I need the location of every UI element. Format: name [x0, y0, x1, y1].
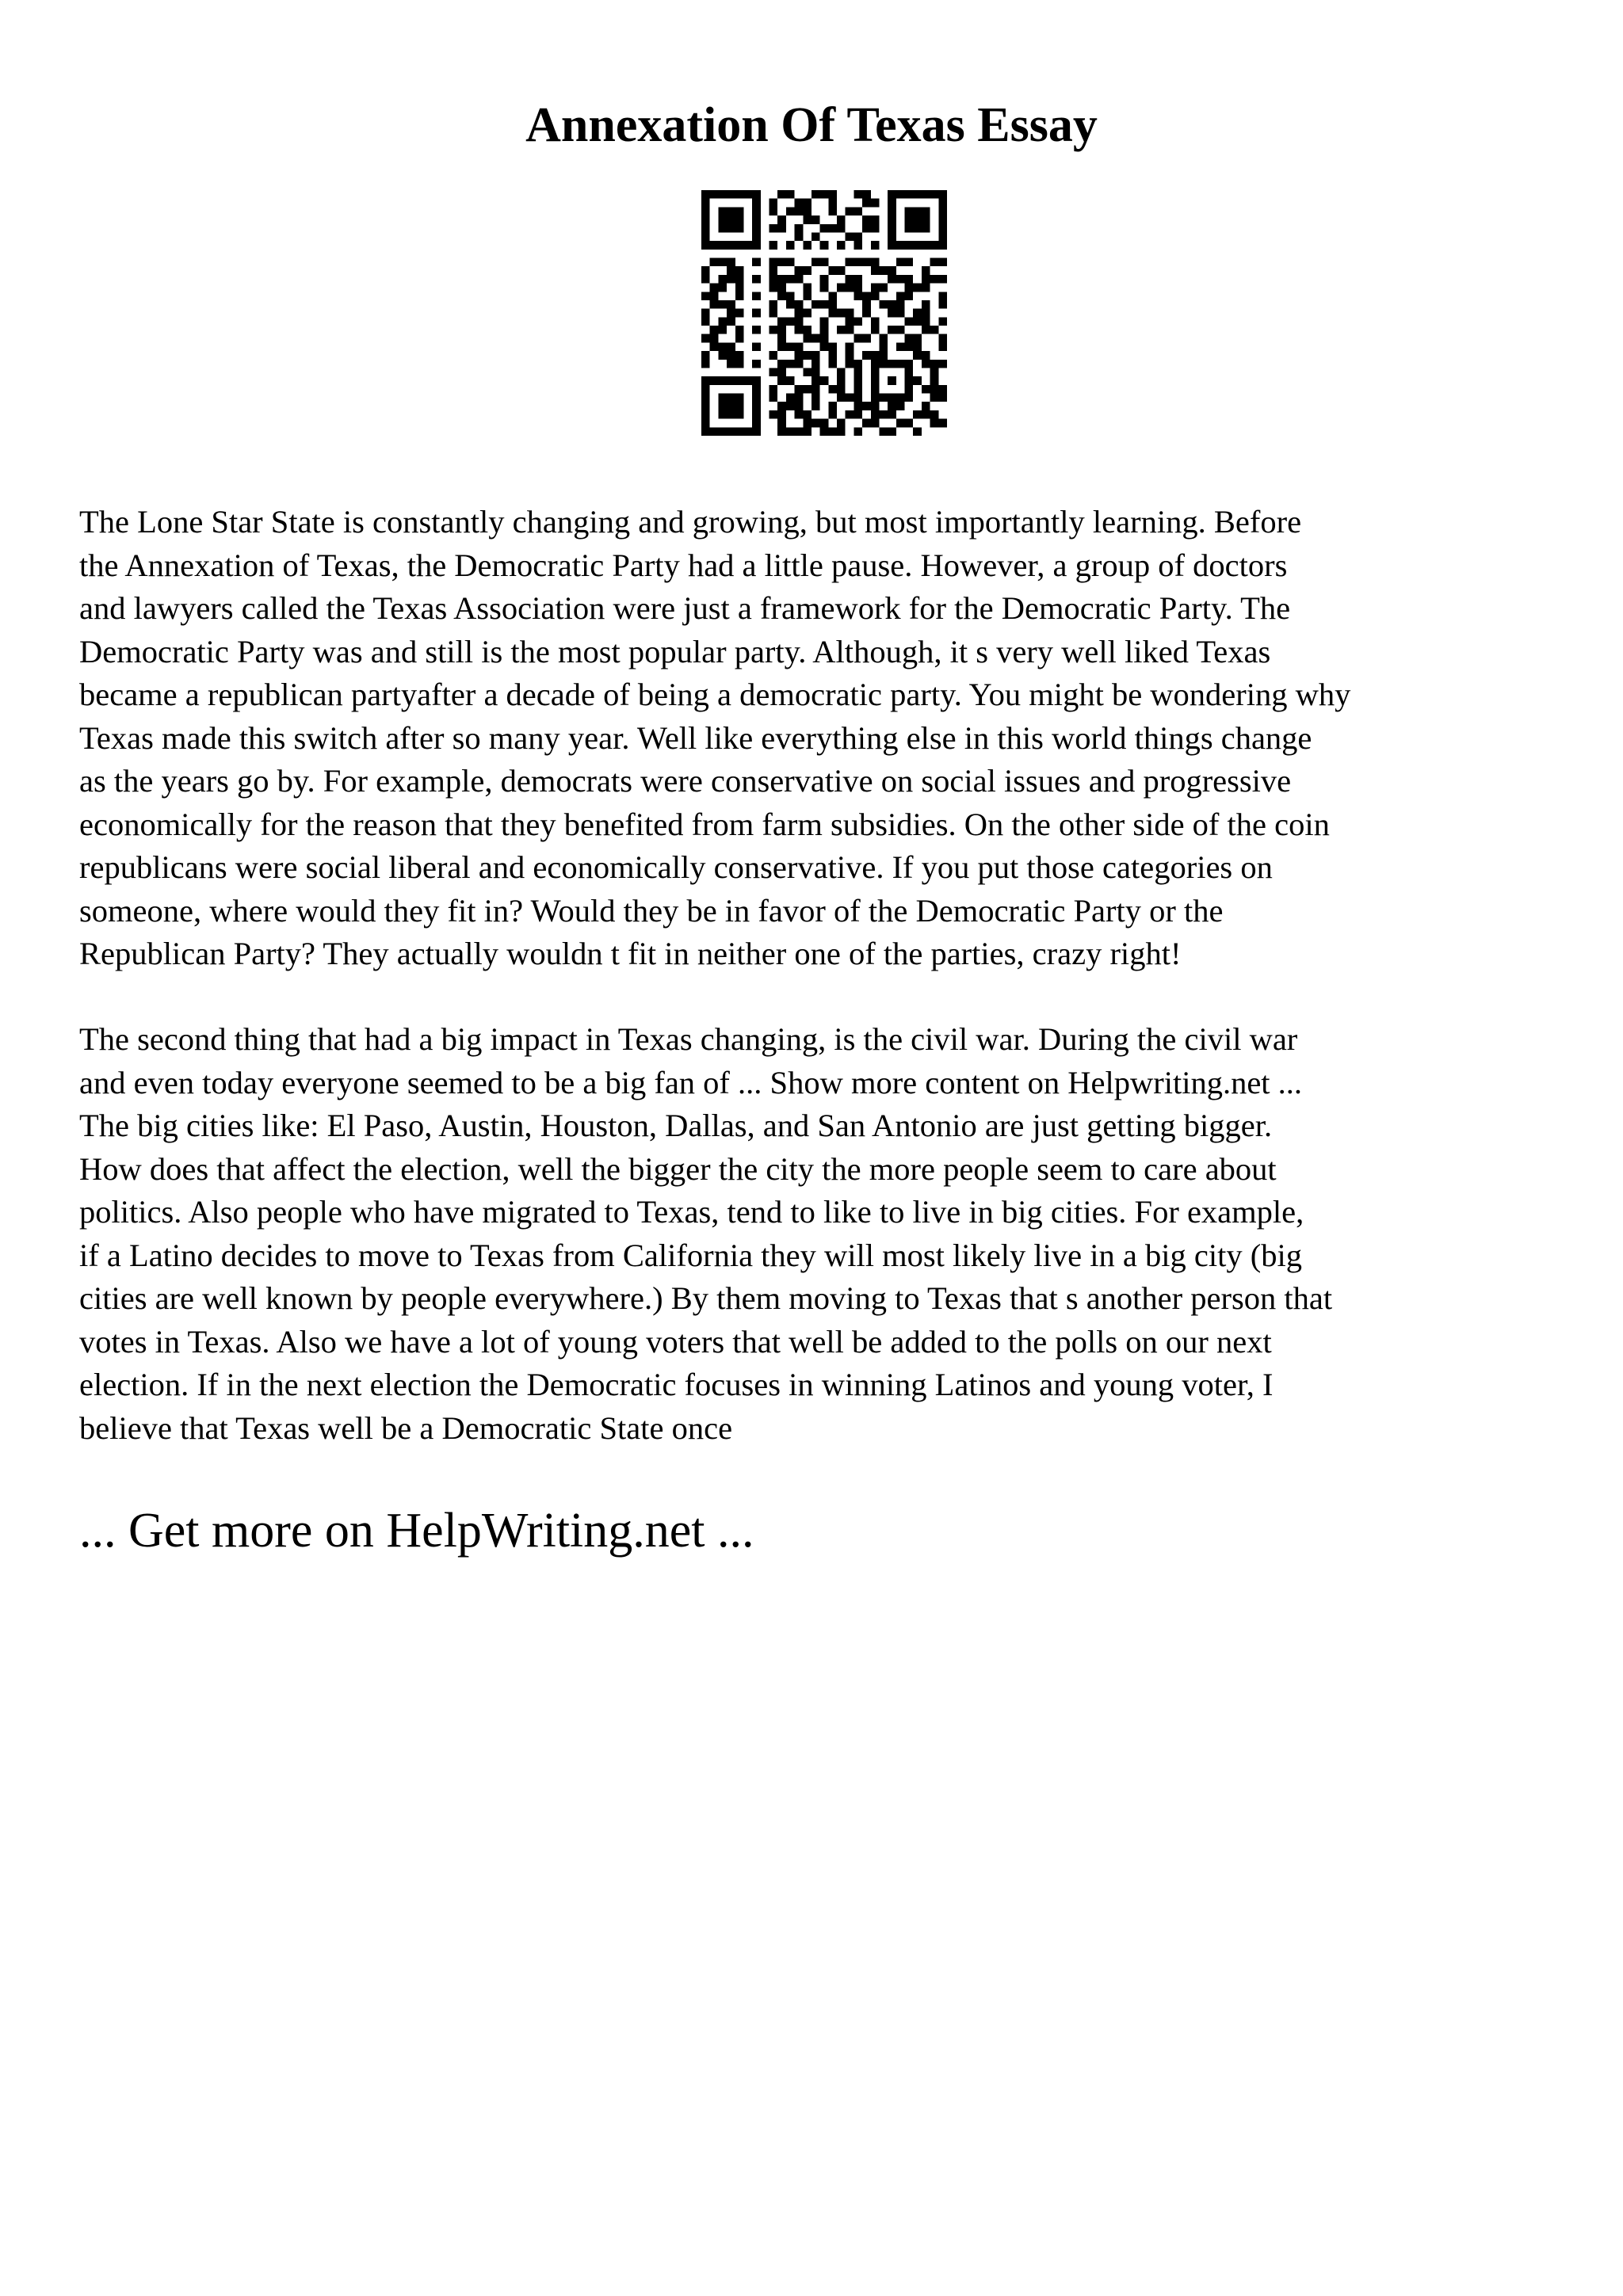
- document-title: Annexation Of Texas Essay: [525, 98, 1098, 152]
- get-more-link[interactable]: ... Get more on HelpWriting.net ...: [79, 1504, 754, 1558]
- qr-code-icon: [701, 190, 947, 436]
- body-paragraph: The second thing that had a big impact in Texas changing, is the civil war. During the civil war and even today everyone seemed to be a big fan of ... Show more content on Helpwriting.net ... The big cities like: El Paso, Austin, Houston, Dallas, and San Antonio are just getting bigger. How does that affect the election, well the bigger the city the more people seem to care about politics. Also people who have migrated to Texas, tend to like to live in big cities. For example, if a Latino decides to move to Texas from California they will most likely live in a big city (big cities are well known by people everywhere.) By them moving to Texas that s another person that votes in Texas. Also we have a lot of young voters that well be added to the polls on our next election. If in the next election the Democratic focuses in winning Latinos and young voter, I believe that Texas well be a Democratic State once: [79, 1021, 1333, 1446]
- body-paragraph: The Lone Star State is constantly changing and growing, but most importantly learning. Before the Annexation of Texas, the Democratic Party had a little pause. However, a group of doctors and lawyers called the Texas Association were just a framework for the Democratic Party. The Democratic Party was and still is the most popular party. Although, it s very well liked Texas became a republican partyafter a decade of being a democratic party. You might be wondering why Texas made this switch after so many year. Well like everything else in this world things change as the years go by. For example, democrats were conservative on social issues and progressive economically for the reason that they benefited from farm subsidies. On the other side of the coin republicans were social liberal and economically conservative. If you put those categories on someone, where would they fit in? Would they be in favor of the Democratic Party or the Republican Party? They actually wouldn t fit in neither one of the parties, crazy right!: [79, 504, 1351, 971]
